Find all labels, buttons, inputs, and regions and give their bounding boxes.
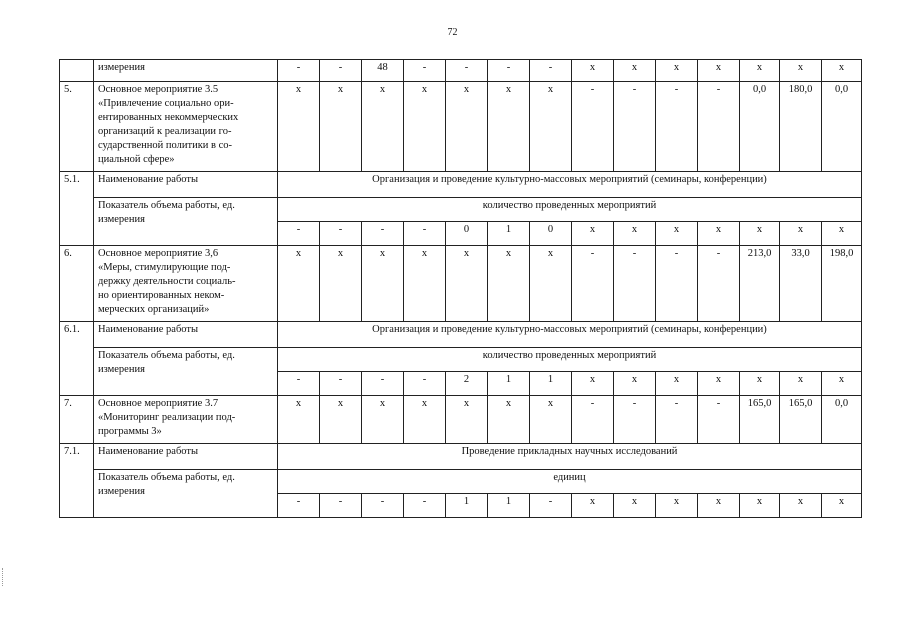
value-cell: - [656,246,698,322]
value-cell: х [320,246,362,322]
value-cell: х [780,222,822,246]
work-name-row [60,172,862,198]
row-number: 5. [60,82,94,172]
value-cell: х [698,60,740,82]
value-cell: х [446,82,488,172]
value-cell: х [572,60,614,82]
value-cell: х [572,372,614,396]
value-cell: - [278,494,320,518]
work-value: Проведение прикладных научных исследований [278,444,862,470]
indicator-label-row [60,470,862,494]
work-label: Наименование работы [94,322,278,348]
value-cell: - [320,372,362,396]
value-cell: х [740,222,780,246]
row-name: измерения [94,60,278,82]
value-cell: х [488,396,530,444]
value-cell: х [362,396,404,444]
value-cell: 1 [446,494,488,518]
value-cell: - [446,60,488,82]
value-cell: 198,0 [822,246,862,322]
row-name: Основное мероприятие 3.7 «Мониторинг реализации под- программы 3» [94,396,278,444]
work-name-row [60,444,862,470]
value-cell: х [530,396,572,444]
value-cell: 1 [488,494,530,518]
value-cell: х [780,372,822,396]
page-number: 72 [447,27,458,38]
value-cell: 0,0 [740,82,780,172]
value-cell: 0 [446,222,488,246]
row-number: 6.1. [60,322,94,396]
value-cell: - [530,60,572,82]
value-cell: 0,0 [822,396,862,444]
value-cell: х [822,494,862,518]
row-name: Основное мероприятие 3.5 «Привлечение социально ори- ентированных некоммерческих организаций к реализации го- сударственной политики в со- циальной сфере» [94,82,278,172]
value-cell: - [572,396,614,444]
value-cell: - [572,82,614,172]
value-cell: х [614,222,656,246]
value-cell: х [446,246,488,322]
row-number: 7.1. [60,444,94,518]
value-cell: - [278,372,320,396]
value-cell: - [320,60,362,82]
value-cell: 48 [362,60,404,82]
value-cell: х [740,372,780,396]
value-cell: - [656,396,698,444]
value-cell: х [698,222,740,246]
work-label: Наименование работы [94,172,278,198]
value-cell: х [404,82,446,172]
value-cell: х [822,60,862,82]
value-cell: х [740,60,780,82]
indicator-value: количество проведенных мероприятий [278,198,862,222]
activity-row [60,246,862,322]
indicator-label: Показатель объема работы, ед. измерения [94,348,278,396]
value-cell: х [488,246,530,322]
value-cell: х [780,494,822,518]
value-cell: х [572,494,614,518]
value-cell: - [320,494,362,518]
value-cell: 1 [530,372,572,396]
value-cell: - [404,494,446,518]
work-name-row [60,322,862,348]
value-cell: х [530,246,572,322]
value-cell: - [530,494,572,518]
indicator-label-row [60,348,862,372]
value-cell: 2 [446,372,488,396]
value-cell: - [278,60,320,82]
value-cell: 1 [488,372,530,396]
value-cell: - [320,222,362,246]
work-value: Организация и проведение культурно-массовых мероприятий (семинары, конференции) [278,322,862,348]
indicator-value: единиц [278,470,862,494]
value-cell: х [530,82,572,172]
row-number: 7. [60,396,94,444]
activity-row [60,82,862,172]
table-body [60,60,862,518]
value-cell: х [656,372,698,396]
indicator-value: количество проведенных мероприятий [278,348,862,372]
value-cell: 1 [488,222,530,246]
value-cell: х [278,396,320,444]
value-cell: - [614,246,656,322]
value-cell: х [656,60,698,82]
value-cell: - [572,246,614,322]
row-number [60,60,94,82]
value-cell: х [614,494,656,518]
row-number: 6. [60,246,94,322]
value-cell: х [740,494,780,518]
value-cell: х [404,246,446,322]
value-cell: х [780,60,822,82]
value-cell: х [320,396,362,444]
value-cell: х [278,246,320,322]
value-cell: х [488,82,530,172]
value-cell: - [362,222,404,246]
value-cell: 0 [530,222,572,246]
value-cell: - [404,60,446,82]
value-cell: х [278,82,320,172]
value-cell: 180,0 [780,82,822,172]
value-cell: - [362,494,404,518]
indicator-row [60,60,862,82]
activity-row [60,396,862,444]
value-cell: 0,0 [822,82,862,172]
value-cell: х [614,372,656,396]
value-cell: х [614,60,656,82]
value-cell: - [698,82,740,172]
row-name: Основное мероприятие 3,6 «Меры, стимулирующие под- держку деятельности социаль- но ориентированных неком- мерческих организаций» [94,246,278,322]
value-cell: х [822,222,862,246]
program-table [59,59,862,518]
value-cell: х [362,246,404,322]
indicator-label-row [60,198,862,222]
scan-edge-mark [2,568,7,586]
value-cell: 165,0 [740,396,780,444]
value-cell: 213,0 [740,246,780,322]
value-cell: - [488,60,530,82]
work-value: Организация и проведение культурно-массовых мероприятий (семинары, конференции) [278,172,862,198]
value-cell: х [698,494,740,518]
value-cell: - [698,246,740,322]
value-cell: - [278,222,320,246]
value-cell: - [614,396,656,444]
value-cell: 165,0 [780,396,822,444]
value-cell: - [698,396,740,444]
row-number: 5.1. [60,172,94,246]
work-label: Наименование работы [94,444,278,470]
value-cell: х [656,222,698,246]
value-cell: - [362,372,404,396]
value-cell: х [698,372,740,396]
value-cell: - [404,222,446,246]
value-cell: - [614,82,656,172]
value-cell: х [656,494,698,518]
value-cell: - [656,82,698,172]
indicator-label: Показатель объема работы, ед. измерения [94,470,278,518]
value-cell: х [404,396,446,444]
value-cell: х [362,82,404,172]
value-cell: х [822,372,862,396]
value-cell: х [320,82,362,172]
indicator-label: Показатель объема работы, ед. измерения [94,198,278,246]
value-cell: х [446,396,488,444]
value-cell: - [404,372,446,396]
value-cell: 33,0 [780,246,822,322]
value-cell: х [572,222,614,246]
